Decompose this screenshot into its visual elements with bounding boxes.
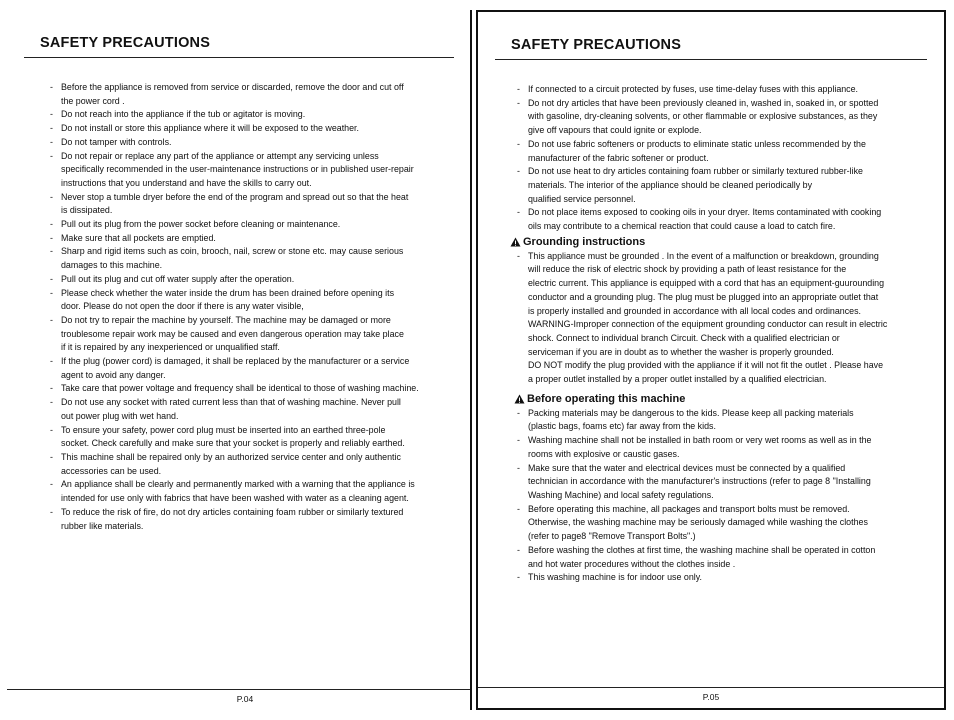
footer-rule	[478, 687, 944, 688]
bullet-dash: -	[517, 544, 520, 555]
bullet-dash: -	[517, 250, 520, 261]
list-item	[517, 434, 929, 461]
list-item	[517, 97, 929, 138]
page-heading: SAFETY PRECAUTIONS	[511, 37, 682, 53]
list-item-text: Do not repair or replace any part of the appliance or attempt any servicing unless specifically recommended in the user-maintenance instructions or in published user-repair instructions that you understand and have the skills to carry out.	[61, 150, 414, 188]
list-item-text: Do not try to repair the machine by yourself. The machine may be damaged or more troublesome repair work may be caused and even dangerous operation may take place if it is repaired by any inexperienced or unqualified staff.	[61, 314, 404, 353]
list-item	[50, 108, 455, 122]
before-operating-title: Before operating this machine	[527, 392, 686, 405]
bullet-dash: -	[50, 82, 53, 92]
list-item-text: Washing machine shall not be installed in bath room or very wet rooms as well as in the rooms with explosive or caustic gases.	[528, 435, 872, 459]
bullet-dash: -	[517, 166, 520, 177]
list-item-text: Sharp and rigid items such as coin, brooch, nail, screw or stone etc. may cause serious damages to this machine.	[61, 246, 404, 271]
bullet-dash: -	[50, 451, 53, 462]
list-item-text: This machine shall be repaired only by an authorized service center and only authentic accessories can be used.	[61, 451, 401, 476]
intro-list	[517, 83, 929, 234]
list-item	[50, 136, 455, 150]
list-item-text: Take care that power voltage and frequency shall be identical to those of washing machine.	[61, 383, 419, 394]
list-item	[517, 138, 929, 165]
list-item	[50, 273, 455, 287]
list-item	[50, 382, 455, 396]
list-item	[50, 232, 455, 246]
list-item-text: Do not install or store this appliance where it will be exposed to the weather.	[61, 123, 359, 134]
warning-triangle-icon	[514, 394, 525, 404]
list-item-text: Before the appliance is removed from service or discarded, remove the door and cut off the power cord .	[61, 82, 404, 106]
bullet-dash: -	[50, 506, 53, 517]
list-item-text: This washing machine is for indoor use only.	[528, 572, 702, 583]
bullet-dash: -	[50, 273, 53, 284]
heading-rule	[24, 57, 454, 58]
bullet-dash: -	[50, 287, 53, 298]
bullet-dash: -	[517, 138, 520, 149]
list-item-text: This appliance must be grounded . In the event of a malfunction or breakdown, grounding will reduce the risk of electric shock by providing a path of least resistance for the electric current. This appliance is equipped with a cord that has an equipment-guurounding conductor and a grounding plug. The plug must be plugged into an appropriate outlet that is properly installed and grounded in accordance with all local codes and ordinances. WARNING-Improper connection of the equipment grounding conductor can result in electric shock. Connect to individual branch Circuit. Check with a qualified electrician or serviceman if you are in doubt as to whether the washer is properly grounded. DO NOT modify the plug provided with the appliance if it will not fit the outlet . Please have a proper outlet installed by a proper outlet installed by a qualified electrician.	[528, 250, 888, 385]
list-item-text: Do not use any socket with rated current less than that of washing machine. Never pull out power plug with wet hand.	[61, 397, 401, 421]
list-item	[50, 191, 455, 218]
list-item	[50, 424, 455, 451]
before-operating-heading	[514, 392, 929, 407]
bullet-dash: -	[50, 397, 53, 408]
list-item-text: Do not use fabric softeners or products to eliminate static unless recommended by the manufacturer of the fabric softener or product.	[528, 138, 866, 163]
heading-rule	[495, 59, 927, 60]
page-left	[7, 10, 472, 710]
list-item	[50, 355, 455, 382]
list-item	[50, 506, 455, 533]
bullet-dash: -	[50, 314, 53, 325]
bullet-dash: -	[517, 435, 520, 446]
bullet-dash: -	[517, 462, 520, 473]
list-item-text: Do not dry articles that have been previously cleaned in, washed in, soaked in, or spotted with gasoline, dry-cleaning solvents, or other flammable or explosive substances, as they give off vapours that could ignite or explode.	[528, 97, 879, 136]
warning-triangle-icon	[510, 237, 521, 247]
list-item-text: Never stop a tumble dryer before the end of the program and spread out so that the heat is dissipated.	[61, 191, 409, 216]
list-item-text: Do not place items exposed to cooking oils in your dryer. Items contaminated with cooking oils may contribute to a chemical reaction that could cause a load to catch fire.	[528, 207, 882, 232]
list-item	[517, 407, 929, 434]
bullet-dash: -	[50, 191, 53, 202]
list-item	[517, 83, 929, 97]
list-item-text: To reduce the risk of fire, do not dry articles containing foam rubber or similarly textured rubber like materials.	[61, 506, 404, 531]
bullet-dash: -	[517, 572, 520, 583]
list-item	[517, 250, 929, 387]
bullet-dash: -	[50, 246, 53, 257]
grounding-list	[517, 250, 929, 387]
bullet-dash: -	[50, 136, 53, 147]
list-item	[517, 571, 929, 585]
bullet-dash: -	[50, 150, 53, 161]
bullet-dash: -	[517, 407, 520, 418]
list-item-text: To ensure your safety, power cord plug must be inserted into an earthed three-pole socket. Check carefully and make sure that your socket is properly and reliably earthed.	[61, 424, 405, 449]
list-item-text: Do not tamper with controls.	[61, 136, 172, 147]
list-item	[50, 218, 455, 232]
bullet-dash: -	[50, 109, 53, 120]
list-item-text: Do not reach into the appliance if the tub or agitator is moving.	[61, 109, 306, 120]
list-item-text: Before washing the clothes at first time, the washing machine shall be operated in cotton and hot water procedures without the clothes inside .	[528, 544, 876, 569]
list-item-text: Pull out its plug from the power socket before cleaning or maintenance.	[61, 219, 341, 230]
list-item	[50, 81, 455, 108]
page-number: P.04	[236, 694, 254, 704]
list-item-text: Packing materials may be dangerous to the kids. Please keep all packing materials (plastic bags, foams etc) far away from the kids.	[528, 407, 854, 432]
bullet-dash: -	[517, 97, 520, 108]
list-item	[517, 462, 929, 503]
bullet-dash: -	[50, 356, 53, 367]
bullet-dash: -	[50, 219, 53, 230]
page-right	[476, 10, 946, 710]
list-item	[517, 544, 929, 571]
bullet-dash: -	[50, 232, 53, 243]
footer-rule	[7, 689, 470, 690]
precautions-list	[50, 81, 455, 533]
before-operating-list	[517, 407, 929, 585]
grounding-heading	[510, 235, 929, 250]
list-item	[50, 150, 455, 191]
list-item-text: Pull out its plug and cut off water supply after the operation.	[61, 273, 295, 284]
bullet-dash: -	[517, 207, 520, 218]
list-item	[50, 245, 455, 272]
list-item	[50, 451, 455, 478]
list-item-text: Do not use heat to dry articles containing foam rubber or similarly textured rubber-like materials. The interior of the appliance should be cleaned periodically by qualified service personnel.	[528, 166, 863, 204]
precautions-list	[517, 83, 929, 585]
list-item-text: Please check whether the water inside the drum has been drained before opening its door. Please do not open the door if there is any water visible,	[61, 287, 395, 312]
bullet-dash: -	[517, 503, 520, 514]
list-item-text: Before operating this machine, all packages and transport bolts must be removed. Otherwise, the washing machine may be seriously damaged while washing the clothes (refer to page8 "Remove Transport Bolts".)	[528, 503, 868, 542]
bullet-dash: -	[50, 123, 53, 134]
list-item-text: If the plug (power cord) is damaged, it shall be replaced by the manufacturer or a service agent to avoid any danger.	[61, 356, 410, 380]
page-heading: SAFETY PRECAUTIONS	[40, 35, 211, 51]
list-item	[517, 165, 929, 206]
list-item-text: Make sure that the water and electrical devices must be connected by a qualified technician in accordance with the manufacturer's instructions (refer to page 8 "Installing Washing Machine) and local safety regulations.	[528, 462, 871, 500]
list-item	[50, 396, 455, 423]
list-item-text: If connected to a circuit protected by fuses, use time-delay fuses with this appliance.	[528, 84, 859, 94]
list-item	[50, 122, 455, 136]
list-item	[517, 206, 929, 233]
list-item-text: An appliance shall be clearly and permanently marked with a warning that the appliance is intended for use only with fabrics that have been washed with water as a cleaning agent.	[61, 479, 415, 504]
list-item	[50, 314, 455, 355]
grounding-title: Grounding instructions	[523, 235, 646, 248]
list-item	[50, 478, 455, 505]
bullet-dash: -	[50, 424, 53, 435]
bullet-dash: -	[517, 84, 520, 94]
bullet-dash: -	[50, 479, 53, 490]
list-item-text: Make sure that all pockets are emptied.	[61, 232, 216, 243]
page-number: P.05	[702, 692, 720, 702]
bullet-dash: -	[50, 383, 53, 394]
list-item	[517, 503, 929, 544]
list-item	[50, 287, 455, 314]
